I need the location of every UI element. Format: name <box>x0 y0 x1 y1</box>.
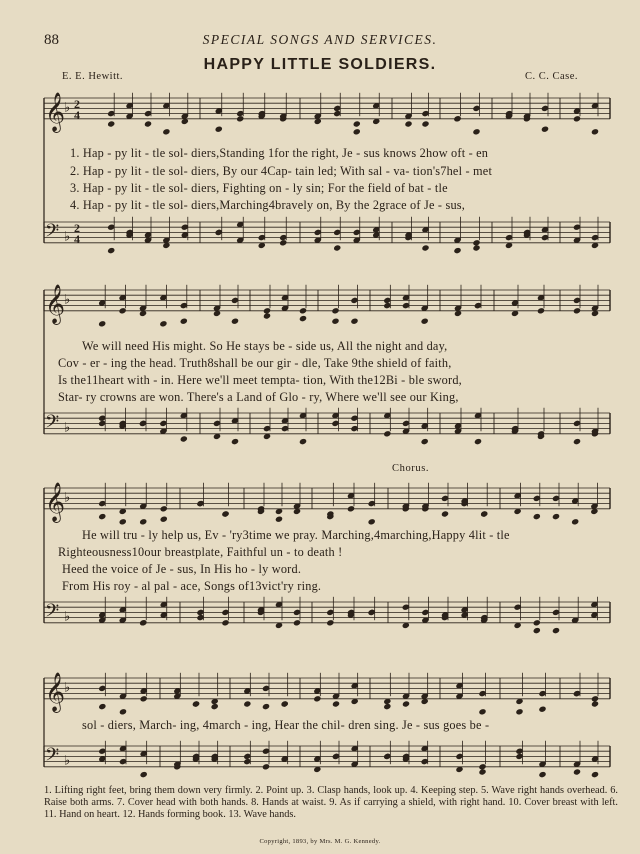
notehead <box>591 695 599 702</box>
notehead <box>326 619 334 626</box>
composer-credit: C. C. Case. <box>524 71 578 82</box>
notehead <box>332 700 340 707</box>
notehead <box>293 619 301 626</box>
lyric-line: Is the11heart with - in. Here we'll meet tempta- tion, With the12Bi - ble sword, <box>58 373 462 387</box>
time-signature-top: 2 <box>74 96 80 111</box>
notehead <box>215 126 223 133</box>
lyric-line: Righteousness10our breastplate, Faithful un - to death ! <box>58 545 343 559</box>
notehead <box>313 695 321 702</box>
notehead <box>98 513 106 520</box>
flat-sign: ♭ <box>64 609 71 625</box>
notehead <box>263 312 271 319</box>
flat-sign: ♭ <box>64 292 71 308</box>
notehead <box>236 115 244 122</box>
notehead <box>591 771 599 778</box>
notehead <box>368 518 376 525</box>
notehead <box>347 505 355 512</box>
notehead <box>159 320 167 327</box>
lyric-line: 1. Hap - py lit - tle sol- diers,Standing 1for the right, Je - sus knows 2how oft - en <box>70 146 489 160</box>
lyric-line: From His roy - al pal - ace, Songs of13vict'ry ring. <box>62 579 322 593</box>
time-signature-bottom: 4 <box>74 231 80 246</box>
lyric-line: He will tru - ly help us, Ev - 'ry3time we pray. Marching,4marching,Happy 4lit - tle <box>82 528 510 542</box>
notehead <box>383 703 391 710</box>
song-title: HAPPY LITTLE SOLDIERS. <box>203 56 437 73</box>
notehead <box>472 244 480 251</box>
notehead <box>211 703 219 710</box>
time-signature-top: 2 <box>74 220 80 235</box>
flat-sign: ♭ <box>64 490 71 506</box>
footnotes: 1. Lifting right feet, bring them down very firmly. 2. Point up. 3. Clasp hands, look up. 4. Keeping step. 5. Wave right hands overhead. 6. Raise both arms. 7. Cover head with both hands. 8. Hands at waist. 9. As if carrying a shield, with right hand. 10. Cover breast with left. 11. Hand on heart. 12. Hands forming book. 13. Wave hands. <box>44 785 618 820</box>
chorus-label: Chorus. <box>392 463 430 474</box>
notehead <box>140 771 148 778</box>
notehead <box>331 307 339 314</box>
notehead <box>538 706 546 713</box>
notehead <box>552 513 560 520</box>
notehead <box>591 128 599 135</box>
notehead <box>472 239 480 246</box>
notehead <box>275 516 283 523</box>
notehead <box>552 627 560 634</box>
copyright-notice: Copyright, 1893, by Mrs. M. G. Kennedy. <box>259 838 381 845</box>
notehead <box>571 518 579 525</box>
notehead <box>383 430 391 437</box>
notehead <box>478 708 486 715</box>
notehead <box>350 318 358 325</box>
notehead <box>404 120 412 127</box>
notehead <box>533 619 541 626</box>
notehead <box>538 771 546 778</box>
notehead <box>160 505 168 512</box>
notehead <box>119 708 127 715</box>
notehead <box>353 120 361 127</box>
notehead <box>231 438 239 445</box>
notehead <box>533 513 541 520</box>
flat-sign: ♭ <box>64 100 71 116</box>
lyric-line: 2. Hap - py lit - tle sol- diers, By our 4Cap- tain led; With sal - va- tion's7hel - met <box>70 164 493 178</box>
notehead <box>98 703 106 710</box>
notehead <box>478 768 486 775</box>
notehead <box>162 128 170 135</box>
notehead <box>472 128 480 135</box>
notehead <box>421 244 429 251</box>
notehead <box>333 244 341 251</box>
notehead <box>262 763 270 770</box>
notehead <box>299 315 307 322</box>
notehead <box>139 518 147 525</box>
notehead <box>331 318 339 325</box>
notehead <box>533 627 541 634</box>
notehead <box>281 700 289 707</box>
notehead <box>180 435 188 442</box>
treble-clef: 𝄞 <box>45 283 66 324</box>
treble-clef: 𝄞 <box>45 671 66 712</box>
notehead <box>144 120 152 127</box>
notehead <box>299 307 307 314</box>
notehead <box>515 708 523 715</box>
notehead <box>160 516 168 523</box>
notehead <box>243 700 251 707</box>
notehead <box>573 768 581 775</box>
notehead <box>541 126 549 133</box>
notehead <box>98 320 106 327</box>
flat-sign: ♭ <box>64 420 71 436</box>
notehead <box>573 307 581 314</box>
notehead <box>573 115 581 122</box>
bass-clef: 𝄢 <box>45 220 60 246</box>
notehead <box>263 307 271 314</box>
lyricist-credit: E. E. Hewitt. <box>62 71 124 82</box>
notehead <box>107 120 115 127</box>
notehead <box>353 128 361 135</box>
notehead <box>119 518 127 525</box>
notehead <box>262 703 270 710</box>
bass-clef: 𝄢 <box>45 411 60 437</box>
notehead <box>480 510 488 517</box>
notehead <box>591 700 599 707</box>
bass-clef: 𝄢 <box>45 744 60 770</box>
notehead <box>192 700 200 707</box>
notehead <box>221 619 229 626</box>
notehead <box>231 318 239 325</box>
bass-clef: 𝄢 <box>45 600 60 626</box>
notehead <box>299 438 307 445</box>
lyric-line: We will need His might. So He stays be - side us, All the night and day, <box>82 339 448 353</box>
treble-clef: 𝄞 <box>45 481 66 522</box>
notehead <box>180 318 188 325</box>
lyric-line: sol - diers, March- ing, 4march - ing, Hear the chil- dren sing. Je - sus goes be - <box>82 718 490 732</box>
notehead <box>221 510 229 517</box>
notehead <box>279 239 287 246</box>
notehead <box>474 438 482 445</box>
notehead <box>453 247 461 254</box>
lyric-line: 4. Hap - py lit - tle sol- diers,Marching4bravely on, By the 2grace of Je - sus, <box>70 198 466 212</box>
notehead <box>573 438 581 445</box>
lyric-line: Star- ry crowns are won. There's a Land of Glo - ry, Where we'll see our King, <box>58 390 459 404</box>
flat-sign: ♭ <box>64 680 71 696</box>
notehead <box>402 700 410 707</box>
flat-sign: ♭ <box>64 229 71 245</box>
notehead <box>107 247 115 254</box>
notehead <box>421 438 429 445</box>
notehead <box>140 695 148 702</box>
time-signature-bottom: 4 <box>74 107 80 122</box>
notehead <box>441 510 449 517</box>
flat-sign: ♭ <box>64 753 71 769</box>
notehead <box>421 120 429 127</box>
notehead <box>119 307 127 314</box>
treble-clef: 𝄞 <box>45 91 66 132</box>
lyric-line: Cov - er - ing the head. Truth8shall be our gir - dle, Take 9the shield of faith, <box>58 356 452 370</box>
notehead <box>421 318 429 325</box>
lyric-line: 3. Hap - py lit - tle sol- diers, Fighting on - ly sin; For the field of bat - tle <box>70 181 448 195</box>
lyric-line: Heed the voice of Je - sus, In His ho - ly word. <box>62 562 302 576</box>
notehead <box>453 115 461 122</box>
running-header: SPECIAL SONGS AND SERVICES. <box>202 32 438 47</box>
page-number: 88 <box>44 32 59 48</box>
notehead <box>139 619 147 626</box>
notehead <box>537 307 545 314</box>
notehead <box>478 763 486 770</box>
